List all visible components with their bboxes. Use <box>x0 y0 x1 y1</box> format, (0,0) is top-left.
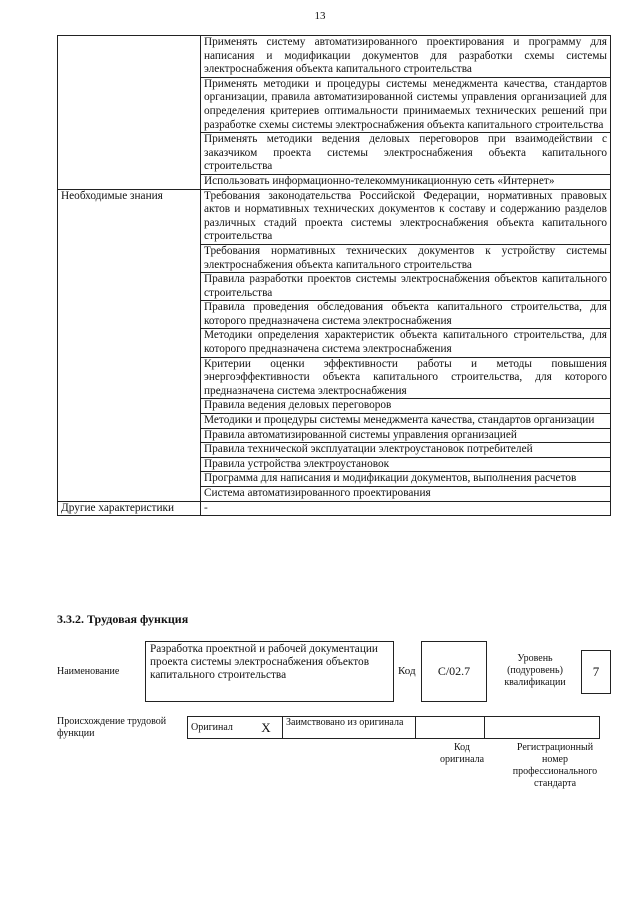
knowledge-label: Необходимые знания <box>58 189 201 501</box>
table-cell: Требования законодательства Российской Федерации, нормативных правовых актов и нормативных технических документов к составу и содержанию разделов различных стадий проекта системы электроснабжения объекта капитального строительства <box>201 189 611 244</box>
table-row <box>188 717 600 739</box>
table-cell: Применять методики ведения деловых переговоров при взаимодействии с заказчиком проекта системы электроснабжения объекта капитального строительства <box>201 133 611 175</box>
table-cell: Правила проведения обследования объекта капитального строительства, для которого предназначена система электроснабжения <box>201 301 611 329</box>
table-cell: Правила разработки проектов системы электроснабжения объектов капитального строительства <box>201 273 611 301</box>
table-cell: Применять систему автоматизированного проектирования и программу для написания и модификации документов для разработки схемы системы электроснабжения объекта капитального строительства <box>201 36 611 78</box>
reg-caption: Регистрационный номер профессионального стандарта <box>512 742 598 789</box>
table-cell: Методики и процедуры системы менеджмента качества, стандартов организации <box>201 414 611 429</box>
name-label: Наименование <box>57 666 120 677</box>
table-cell: Правила устройства электроустановок <box>201 457 611 472</box>
table-cell: Система автоматизированного проектирования <box>201 487 611 502</box>
table-cell: Методики определения характеристик объекта капитального строительства, для которого предназначена система электроснабжения <box>201 329 611 357</box>
other-label: Другие характеристики <box>58 501 201 516</box>
code-caption: Код оригинала <box>439 742 485 765</box>
table-row <box>58 501 611 516</box>
function-name-value: Разработка проектной и рабочей документации проекта системы электроснабжения объектов капитального строительства <box>145 641 394 702</box>
level-label: Уровень (подуровень) квалификации <box>504 653 566 688</box>
origin-label: Происхождение трудовой функции <box>57 716 167 739</box>
table-row <box>58 36 611 78</box>
table-cell: Применять методики и процедуры системы менеджмента качества, стандартов организации, правила автоматизированной системы управления организацией для определения критериев оптимальности принимаемых технических решений при разработке схемы системы электроснабжения объекта капитального строительства <box>201 77 611 132</box>
table-label-cell <box>58 36 201 190</box>
page-number: 13 <box>314 10 326 22</box>
origin-table <box>187 716 600 739</box>
table-cell: Использовать информационно-телекоммуникационную сеть «Интернет» <box>201 174 611 189</box>
original-label: Оригинал <box>188 717 251 739</box>
table-cell: Правила автоматизированной системы управления организацией <box>201 428 611 443</box>
table-cell: Правила технической эксплуатации электроустановок потребителей <box>201 443 611 458</box>
table-cell: Программа для написания и модификации документов, выполнения расчетов <box>201 472 611 487</box>
section-heading: 3.3.2. Трудовая функция <box>57 612 189 626</box>
code-label: Код <box>398 665 416 677</box>
other-value: - <box>201 501 611 516</box>
table-cell: Требования нормативных технических документов к устройству системы электроснабжения объекта капитального строительства <box>201 244 611 272</box>
table-cell: Критерии оценки эффективности работы и методы повышения энергоэффективности объекта капитального строительства, для которого предназначена система электроснабжения <box>201 357 611 399</box>
code-value: С/02.7 <box>421 641 487 702</box>
reg-number-cell <box>485 717 600 739</box>
borrowed-label: Заимствовано из оригинала <box>283 717 416 739</box>
table-cell: Правила ведения деловых переговоров <box>201 399 611 414</box>
original-mark: X <box>250 717 283 739</box>
original-code-cell <box>416 717 485 739</box>
level-value: 7 <box>581 650 611 694</box>
skills-table <box>57 35 611 516</box>
table-row <box>58 189 611 244</box>
